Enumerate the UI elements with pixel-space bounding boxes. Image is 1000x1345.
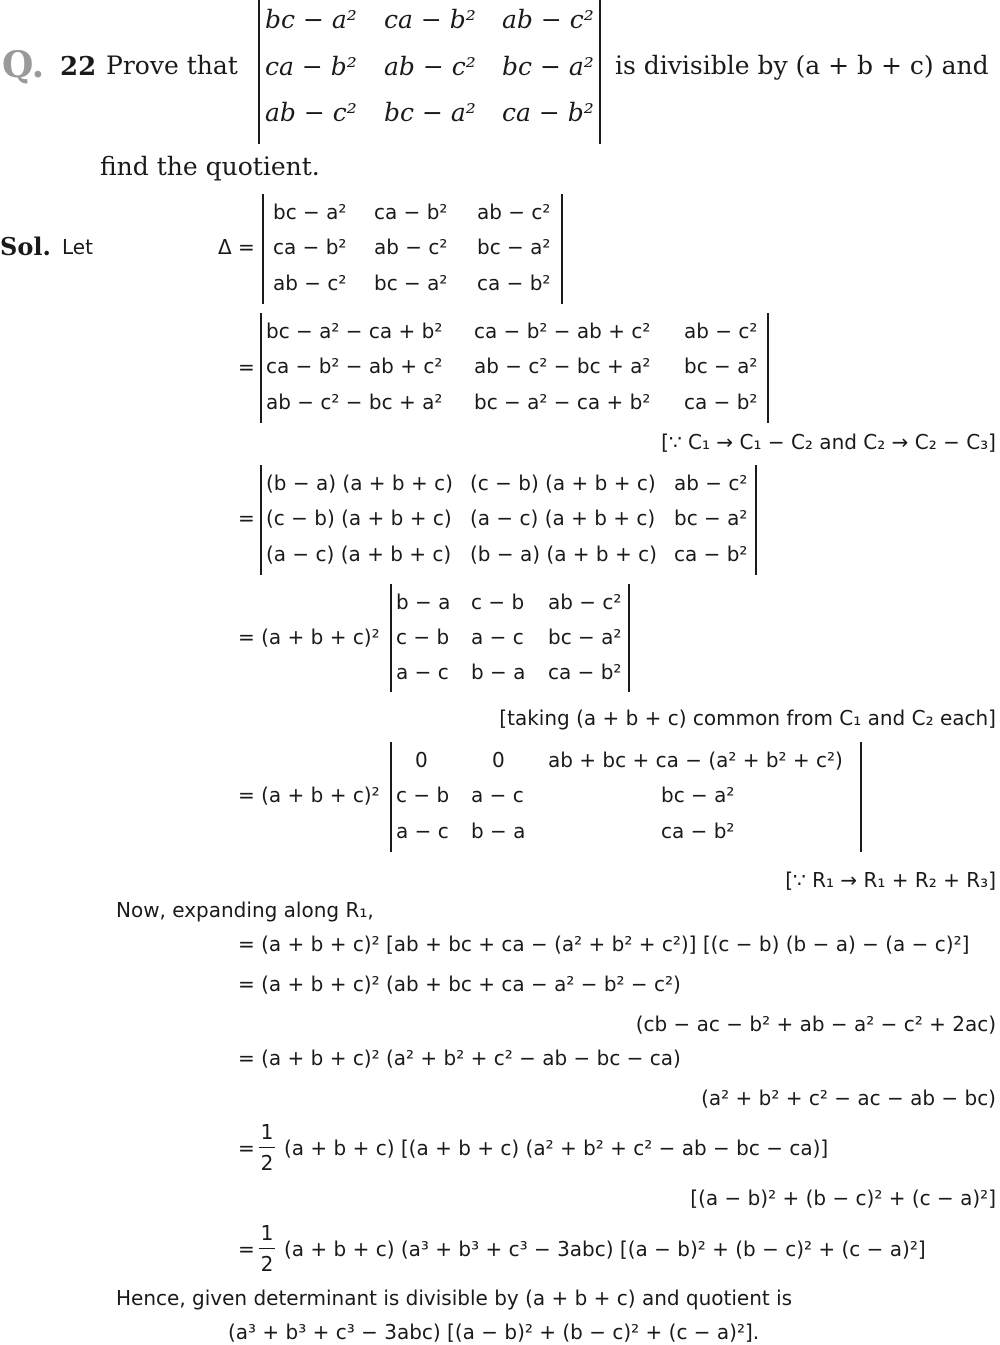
conclusion-line-2: (a³ + b³ + c³ − 3abc) [(a − b)² + (b − c)² + (c − a)²]. <box>228 1320 760 1344</box>
conclusion-line-1: Hence, given determinant is divisible by (a + b + c) and quotient is <box>116 1286 793 1310</box>
equals-2: = <box>238 355 255 379</box>
d2-r2c1: ca − b² − ab + c² <box>266 354 443 378</box>
d3-r2c1: (c − b) (a + b + c) <box>266 506 452 530</box>
q-cell-r3c2: bc − a² <box>384 98 476 127</box>
equals-3: = <box>238 506 255 530</box>
d5-r2c3: bc − a² <box>661 783 735 807</box>
question-tail: is divisible by (a + b + c) and <box>615 51 989 80</box>
det4-right-bar <box>628 584 630 692</box>
d2-r3c1: ab − c² − bc + a² <box>266 390 443 414</box>
d1-r1c2: ca − b² <box>374 200 448 224</box>
d4-r2c3: bc − a² <box>548 625 622 649</box>
d3-r1c1: (b − a) (a + b + c) <box>266 471 453 495</box>
let-text: Let <box>62 235 93 259</box>
d1-r3c1: ab − c² <box>273 271 347 295</box>
d5-r2c2: a − c <box>471 783 524 807</box>
d3-r2c3: bc − a² <box>674 506 748 530</box>
half-num-2: 1 <box>260 1221 274 1245</box>
det4-left-bar <box>390 584 392 692</box>
det3-left-bar <box>260 465 262 575</box>
question-det-right-bar <box>599 0 601 144</box>
d5-r2c1: c − b <box>396 783 450 807</box>
equals-e4: = <box>238 1136 255 1160</box>
half-fraction-1 <box>259 1120 275 1175</box>
expansion-line-2: = (a + b + c)² (ab + bc + ca − a² − b² − c²) <box>238 972 681 996</box>
factor-5: = (a + b + c)² <box>238 783 380 807</box>
d2-r1c2: ca − b² − ab + c² <box>474 319 651 343</box>
d1-r3c3: ca − b² <box>477 271 551 295</box>
d3-r1c2: (c − b) (a + b + c) <box>470 471 656 495</box>
det3-right-bar <box>755 465 757 575</box>
fraction-bar-2 <box>259 1248 275 1249</box>
d2-r3c3: ca − b² <box>684 390 758 414</box>
d1-r1c1: bc − a² <box>273 200 347 224</box>
d4-r2c2: a − c <box>471 625 524 649</box>
note-column-ops: [∵ C₁ → C₁ − C₂ and C₂ → C₂ − C₃] <box>661 430 996 454</box>
q-cell-r1c1: bc − a² <box>265 5 357 34</box>
d2-r1c1: bc − a² − ca + b² <box>266 319 443 343</box>
note-common-factor: [taking (a + b + c) common from C₁ and C₂ each] <box>499 706 996 730</box>
d5-r3c2: b − a <box>471 819 526 843</box>
solution-label: Sol. <box>0 232 51 261</box>
d1-r2c2: ab − c² <box>374 235 448 259</box>
d2-r2c2: ab − c² − bc + a² <box>474 354 651 378</box>
expansion-line-3: = (a + b + c)² (a² + b² + c² − ab − bc − ca) <box>238 1046 681 1070</box>
d1-r1c3: ab − c² <box>477 200 551 224</box>
half-den-2: 2 <box>260 1252 274 1276</box>
d5-r1c1: 0 <box>415 748 428 772</box>
expansion-line-5: (a + b + c) (a³ + b³ + c³ − 3abc) [(a − b)² + (b − c)² + (c − a)²] <box>284 1237 926 1261</box>
q-cell-r1c2: ca − b² <box>384 5 476 34</box>
d1-r2c3: bc − a² <box>477 235 551 259</box>
factor-4: = (a + b + c)² <box>238 625 380 649</box>
d3-r3c3: ca − b² <box>674 542 748 566</box>
d3-r2c2: (a − c) (a + b + c) <box>470 506 656 530</box>
det5-left-bar <box>390 742 392 852</box>
fraction-bar-1 <box>259 1147 275 1148</box>
d3-r3c1: (a − c) (a + b + c) <box>266 542 452 566</box>
q-cell-r2c1: ca − b² <box>265 52 357 81</box>
q-cell-r2c2: ab − c² <box>384 52 476 81</box>
half-den-1: 2 <box>260 1151 274 1175</box>
note-row-ops: [∵ R₁ → R₁ + R₂ + R₃] <box>785 868 996 892</box>
det5-right-bar <box>860 742 862 852</box>
d5-r1c3: ab + bc + ca − (a² + b² + c²) <box>548 748 843 772</box>
expansion-line-4: (a + b + c) [(a + b + c) (a² + b² + c² − ab − bc − ca)] <box>284 1136 829 1160</box>
det1-right-bar <box>561 194 563 304</box>
d1-r2c1: ca − b² <box>273 235 347 259</box>
equals-e5: = <box>238 1237 255 1261</box>
expansion-line-3-remark: (a² + b² + c² − ac − ab − bc) <box>701 1086 996 1110</box>
d5-r1c2: 0 <box>492 748 505 772</box>
half-num-1: 1 <box>260 1120 274 1144</box>
expansion-line-1: = (a + b + c)² [ab + bc + ca − (a² + b² + c²)] [(c − b) (b − a) − (a − c)²] <box>238 932 970 956</box>
det2-right-bar <box>767 313 769 423</box>
d3-r1c3: ab − c² <box>674 471 748 495</box>
q-cell-r1c3: ab − c² <box>502 5 594 34</box>
d5-r3c1: a − c <box>396 819 449 843</box>
d4-r2c1: c − b <box>396 625 450 649</box>
prove-text: Prove that <box>106 51 238 80</box>
question-det-left-bar <box>258 0 260 144</box>
d4-r3c2: b − a <box>471 660 526 684</box>
d2-r2c3: bc − a² <box>684 354 758 378</box>
d4-r3c3: ca − b² <box>548 660 622 684</box>
d3-r3c2: (b − a) (a + b + c) <box>470 542 657 566</box>
d5-r3c3: ca − b² <box>661 819 735 843</box>
d1-r3c2: bc − a² <box>374 271 448 295</box>
question-marker: Q. <box>2 44 45 86</box>
d2-r3c2: bc − a² − ca + b² <box>474 390 651 414</box>
expand-text: Now, expanding along R₁, <box>116 898 374 922</box>
delta-equals: Δ = <box>218 235 255 259</box>
question-number: 22 <box>60 52 97 82</box>
expansion-line-2-remark: (cb − ac − b² + ab − a² − c² + 2ac) <box>635 1012 996 1036</box>
expansion-line-4-remark: [(a − b)² + (b − c)² + (c − a)²] <box>690 1186 996 1210</box>
d4-r1c1: b − a <box>396 590 451 614</box>
q-cell-r3c1: ab − c² <box>265 98 357 127</box>
d2-r1c3: ab − c² <box>684 319 758 343</box>
q-cell-r3c3: ca − b² <box>502 98 594 127</box>
det2-left-bar <box>260 313 262 423</box>
d4-r1c2: c − b <box>471 590 525 614</box>
d4-r3c1: a − c <box>396 660 449 684</box>
half-fraction-2 <box>259 1221 275 1276</box>
d4-r1c3: ab − c² <box>548 590 622 614</box>
q-cell-r2c3: bc − a² <box>502 52 594 81</box>
det1-left-bar <box>262 194 264 304</box>
question-line2: find the quotient. <box>100 152 320 181</box>
